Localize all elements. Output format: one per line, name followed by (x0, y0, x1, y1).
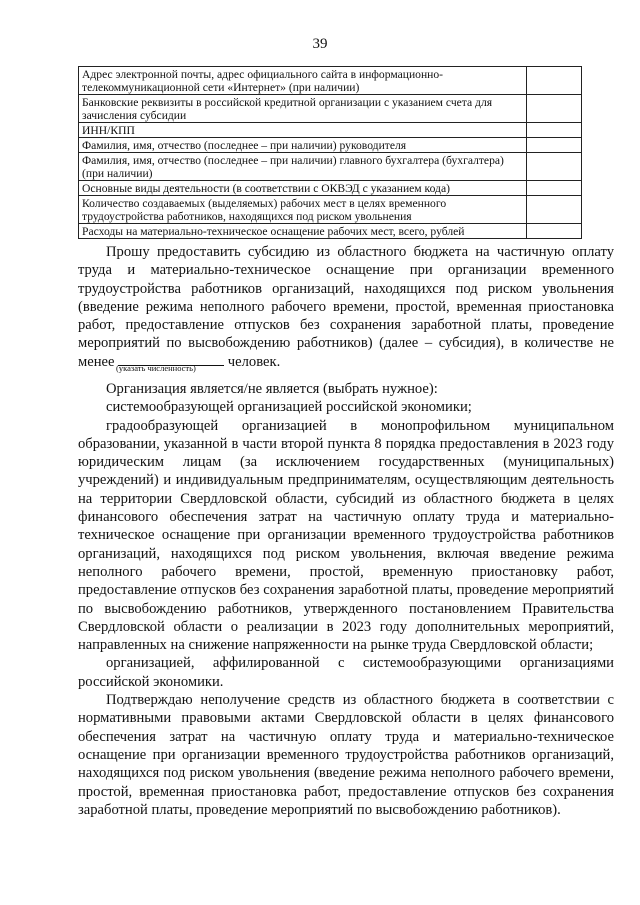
row-value[interactable] (527, 138, 582, 153)
table-row (79, 196, 582, 224)
table-row (79, 224, 582, 239)
info-table (78, 66, 582, 239)
table-row (79, 181, 582, 196)
request-tail: человек. (227, 353, 281, 370)
org-option-3: организацией, аффилированной с системообразующими организациями российской экономики. (78, 655, 614, 690)
row-label: Основные виды деятельности (в соответствии с ОКВЭД с указанием кода) (79, 181, 527, 196)
org-option-2: градообразующей организацией в монопрофильном муниципальном образовании, указанной в части второй пункта 8 порядка предоставления в 2023 году юридическим лицам (за исключением государственных (муниципальных) учреждений) и индивидуальным предпринимателям, осуществляющим деятельность на территории Свердловской области, субсидий из областного бюджета в целях финансового обеспечения затрат на частичную оплату труда и материально-техническое оснащение при организации временного трудоустройства работников организаций, находящихся под риском увольнения, включая введение режима неполного рабочего времени, простой, временную приостановку работ, предоставление отпусков без сохранения заработной платы, проведение мероприятий по высвобождению работников, утвержденного постановлением Правительства Свердловской области о реализации в 2023 году дополнительных мероприятий, направленных на снижение напряженности на рынке труда Свердловской области; (78, 417, 614, 654)
row-label: Расходы на материально-техническое оснащение рабочих мест, всего, рублей (79, 224, 527, 239)
row-value[interactable] (527, 224, 582, 239)
confirm-paragraph: Подтверждаю неполучение средств из областного бюджета в соответствии с нормативными правовыми актами Свердловской области в целях финансового обеспечения затрат на частичную оплату труда и материально-техническое оснащение при организации временного трудоустройства работников организаций, находящихся под риском увольнения (введение режима неполного рабочего времени, простой, временная приостановка работ, предоставление отпусков без сохранения заработной платы, проведение мероприятий по высвобождению работников). (78, 692, 614, 818)
row-label: Адрес электронной почты, адрес официального сайта в информационно-телекоммуникационной сети «Интернет» (при наличии) (79, 67, 527, 95)
row-label: Фамилия, имя, отчество (последнее – при наличии) главного бухгалтера (бухгалтера) (при наличии) (79, 153, 527, 181)
page-number: 39 (312, 36, 328, 52)
row-label: Банковские реквизиты в российской кредитной организации с указанием счета для зачисления субсидии (79, 95, 527, 123)
row-value[interactable] (527, 153, 582, 181)
table-row (79, 95, 582, 123)
org-intro: Организация является/не является (выбрать нужное): (106, 381, 438, 397)
row-value[interactable] (527, 196, 582, 224)
request-text: Прошу предоставить субсидию из областного бюджета на частичную оплату труда и материально-техническое оснащение при организации временного трудоустройства работников организаций, находящихся под риском увольнения (введение режима неполного рабочего времени, простой, временная приостановка работ, предоставление отпусков без сохранения заработной платы, проведение мероприятий по высвобождению работников) (далее – субсидия), в количестве не (78, 244, 614, 352)
row-label: ИНН/КПП (79, 123, 527, 138)
table-row (79, 153, 582, 181)
request-menee: менее (78, 353, 115, 370)
org-option-1: системообразующей организацией российской экономики; (106, 399, 472, 416)
headcount-note: (указать численность) (116, 363, 196, 373)
organization-section (78, 380, 614, 819)
table-row (79, 67, 582, 95)
row-value[interactable] (527, 181, 582, 196)
row-value[interactable] (527, 123, 582, 138)
row-label: Количество создаваемых (выделяемых) рабочих мест в целях временного трудоустройства работников, находящихся под риском увольнения (79, 196, 527, 224)
table-row (79, 123, 582, 138)
request-paragraph (78, 243, 614, 371)
row-value[interactable] (527, 95, 582, 123)
row-label: Фамилия, имя, отчество (последнее – при наличии) руководителя (79, 138, 527, 153)
row-value[interactable] (527, 67, 582, 95)
table-row (79, 138, 582, 153)
